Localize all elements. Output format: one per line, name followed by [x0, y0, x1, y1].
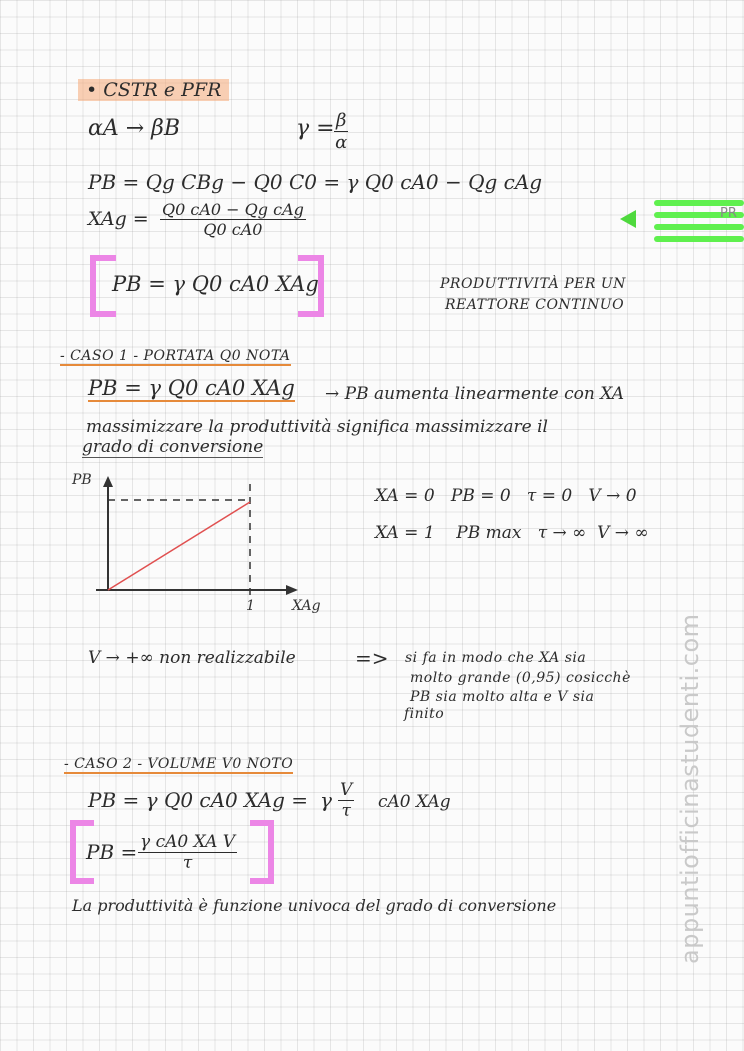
- case1-heading: - CASO 1 - PORTATA Q0 NOTA: [60, 348, 291, 364]
- case2-boxed-fraction: $\frac{\text{γ cA0 XA V}}{\tau}$: [140, 832, 236, 873]
- solution-line4: finito: [404, 706, 445, 722]
- cond2-row: XA = 1 PB max τ → ∞ V → ∞: [375, 523, 649, 543]
- boxed-pb-equation: PB = γ Q0 cA0 XAg: [112, 272, 319, 296]
- page-title: • CSTR e PFR: [78, 79, 229, 101]
- pb-balance-equation: PB = Qg CBg − Q0 C0 = γ Q0 cA0 − Qg cAg: [88, 170, 543, 194]
- pb-vs-xag-graph: [66, 470, 326, 620]
- solution-line1: si fa in modo che XA sia: [405, 650, 587, 666]
- productivity-note-line2: REATTORE CONTINUO: [445, 297, 625, 313]
- productivity-note-line1: PRODUTTIVITÀ PER UN: [440, 276, 626, 292]
- y-axis-label: PB: [72, 472, 92, 488]
- xag-fraction: Q0 cA0 − Qg cAg Q0 cA0: [162, 200, 304, 239]
- y-axis-arrow-icon: [103, 476, 113, 487]
- implies-arrow: =>: [355, 646, 389, 670]
- solution-line3: PB sia molto alta e V sia: [410, 689, 595, 705]
- not-feasible-note: V → +∞ non realizzabile: [88, 648, 296, 668]
- case1-equation: PB = γ Q0 cA0 XAg: [88, 376, 295, 400]
- x-tick-1: 1: [246, 598, 255, 614]
- case2-eq-gamma: γ: [320, 788, 332, 812]
- reaction-equation: αA → βB: [88, 116, 181, 141]
- case2-heading: - CASO 2 - VOLUME V0 NOTO: [64, 756, 294, 772]
- solution-line2: molto grande (0,95) cosicchè: [410, 670, 631, 686]
- x-axis-label: XAg: [292, 598, 321, 614]
- watermark: appuntiofficinastudenti.com: [676, 613, 704, 964]
- tab-arrow-icon: [620, 210, 636, 228]
- case2-boxed-lhs: PB =: [86, 840, 138, 864]
- bracket-right-1: [298, 255, 324, 317]
- gamma-lhs: γ =: [296, 116, 335, 141]
- side-tab-label: PR: [720, 206, 737, 221]
- pb-line: [108, 502, 250, 590]
- case2-conclusion: La produttività è funzione univoca del grado di conversione: [72, 896, 557, 915]
- side-tab[interactable]: [620, 196, 744, 246]
- x-axis-arrow-icon: [286, 585, 298, 595]
- case1-arrow-note: → PB aumenta linearmente con XA: [325, 384, 625, 404]
- case1-text-line2: grado di conversione: [82, 437, 264, 457]
- case1-text-line1: massimizzare la produttività significa massimizzare il: [86, 417, 548, 437]
- case2-eq-right: cA0 XAg: [378, 792, 451, 812]
- gamma-fraction: $\frac{\beta}{\alpha}$: [335, 110, 348, 153]
- bracket-right-2: [250, 820, 274, 884]
- case2-eq-fraction: $\frac{V}{\tau}$: [340, 780, 353, 821]
- case2-eq-left: PB = γ Q0 cA0 XAg =: [88, 788, 309, 812]
- cond1-row: XA = 0 PB = 0 τ = 0 V → 0: [375, 486, 637, 506]
- xag-lhs: XAg =: [88, 208, 149, 230]
